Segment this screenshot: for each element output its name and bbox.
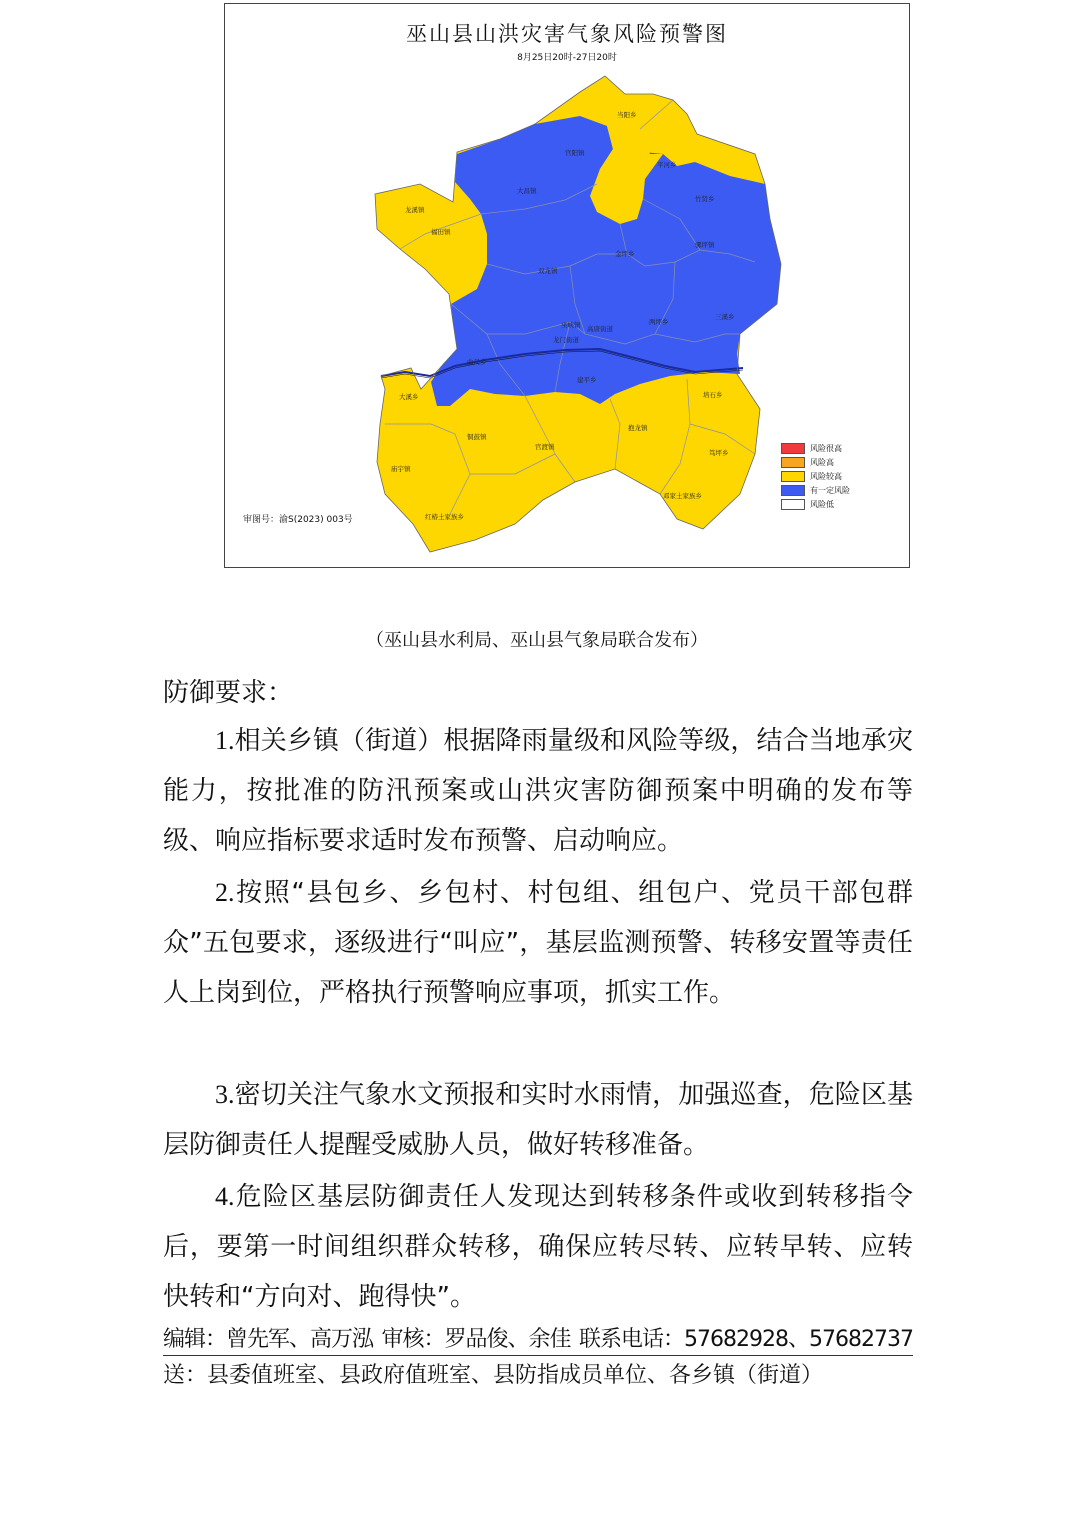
legend-item — [781, 441, 850, 455]
legend-label: 风险低 — [810, 499, 834, 509]
town-label: 红椿土家族乡 — [425, 513, 464, 521]
item-text: 相关乡镇（街道）根据降雨量级和风险等级，结合当地承灾能力，按批准的防汛预案或山洪灾害防御预案中明确的发布等级、响应指标要求适时发布预警、启动响应。 — [163, 726, 913, 856]
town-label: 铜鼓镇 — [467, 433, 487, 441]
town-label: 平河乡 — [657, 161, 677, 169]
item-number: 1. — [215, 726, 235, 755]
town-label: 骡坪镇 — [695, 241, 715, 249]
legend-swatch — [781, 443, 805, 454]
town-label: 福田镇 — [431, 228, 451, 236]
town-label: 当阳乡 — [617, 111, 637, 119]
legend-item — [781, 455, 850, 469]
defense-item — [163, 868, 913, 1018]
legend-swatch — [781, 471, 805, 482]
contact-phone: 联系电话：57682928、57682737 — [579, 1327, 913, 1352]
publisher-note: （巫山县水利局、巫山县气象局联合发布） — [366, 630, 708, 651]
defense-heading: 防御要求： — [163, 678, 294, 708]
town-label: 巫峡镇 — [561, 321, 581, 329]
legend-label: 有一定风险 — [810, 485, 850, 495]
item-number: 2. — [215, 878, 235, 907]
legend-swatch — [781, 499, 805, 510]
town-label: 官阳镇 — [565, 149, 585, 157]
legend-item — [781, 483, 850, 497]
map-legend — [781, 441, 850, 511]
map-title: 巫山县山洪灾害气象风险预警图 — [406, 22, 728, 46]
legend-label: 风险高 — [810, 457, 834, 467]
footer-credits — [163, 1322, 913, 1356]
defense-item — [163, 1070, 913, 1170]
town-label: 笃坪乡 — [709, 449, 729, 457]
town-label: 龙溪镇 — [405, 206, 425, 214]
town-label: 三溪乡 — [715, 313, 735, 321]
town-label: 龙门街道 — [553, 336, 579, 344]
town-label: 曲尺乡 — [467, 358, 487, 366]
town-label: 官渡镇 — [535, 443, 555, 451]
town-label: 庙宇镇 — [391, 465, 411, 473]
item-text: 危险区基层防御责任人发现达到转移条件或收到转移指令后，要第一时间组织群众转移，确保应转尽转、应转早转、应转快转和“方向对、跑得快”。 — [163, 1182, 913, 1312]
town-label: 培石乡 — [703, 391, 723, 399]
town-label: 大溪乡 — [399, 393, 419, 401]
reviewers: 审核：罗品俊、余佳 — [381, 1327, 571, 1352]
legend-item — [781, 469, 850, 483]
town-label: 竹贤乡 — [695, 195, 715, 203]
legend-label: 风险很高 — [810, 443, 842, 453]
town-label: 两坪乡 — [649, 318, 669, 326]
risk-map — [224, 3, 910, 568]
legend-swatch — [781, 457, 805, 468]
distribution-list: 送：县委值班室、县政府值班室、县防指成员单位、各乡镇（街道） — [163, 1363, 824, 1388]
item-text: 按照“县包乡、乡包村、村包组、组包户、党员干部包群众”五包要求，逐级进行“叫应”，基层监测预警、转移安置等责任人上岗到位，严格执行预警响应事项，抓实工作。 — [163, 878, 913, 1008]
editors: 编辑：曾先军、高万泓 — [163, 1327, 374, 1352]
town-label: 大昌镇 — [517, 187, 537, 195]
town-label: 双龙镇 — [538, 267, 558, 275]
town-label: 金坪乡 — [615, 250, 635, 258]
town-label: 高唐街道 — [587, 325, 613, 333]
item-number: 4. — [215, 1182, 235, 1211]
legend-swatch — [781, 485, 805, 496]
item-text: 密切关注气象水文预报和实时水雨情，加强巡查，危险区基层防御责任人提醒受威胁人员，做好转移准备。 — [163, 1080, 913, 1160]
town-label: 邓家土家族乡 — [663, 492, 702, 500]
map-approval-number: 审图号：渝S(2023) 003号 — [243, 515, 353, 525]
town-label: 抱龙镇 — [628, 424, 648, 432]
legend-item — [781, 497, 850, 511]
town-label: 建平乡 — [577, 376, 597, 384]
map-subtitle: 8月25日20时-27日20时 — [517, 53, 617, 63]
legend-label: 风险较高 — [810, 471, 842, 481]
item-number: 3. — [215, 1080, 235, 1109]
defense-item — [163, 716, 913, 866]
defense-item — [163, 1172, 913, 1322]
